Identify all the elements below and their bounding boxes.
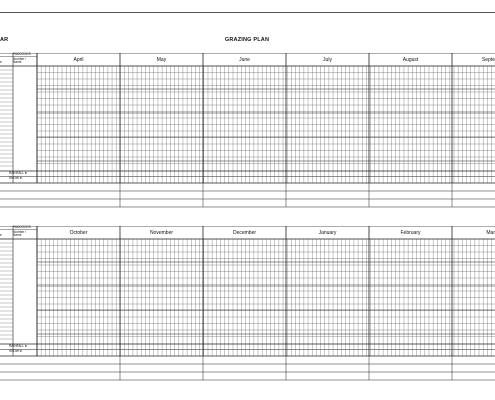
- snow-label: SNOW in: [9, 349, 23, 353]
- month-label: October: [69, 230, 88, 236]
- grazing-grid-bottom: [0, 226, 495, 388]
- grazing-grid-top: [0, 53, 495, 213]
- month-label: February: [400, 230, 421, 236]
- form-title: GRAZING PLAN: [224, 37, 270, 43]
- month-label: November: [149, 230, 174, 236]
- column-header-left: e: [0, 233, 2, 237]
- month-label: June: [239, 57, 250, 63]
- grid-lines: [0, 226, 495, 388]
- month-label: April: [73, 57, 84, 63]
- month-label: January: [318, 230, 337, 236]
- number-name-header: Number / Name: [13, 230, 27, 238]
- rainfall-label: RAINFALL in: [9, 171, 28, 175]
- form-title-left: AR: [0, 37, 9, 43]
- month-label: Mar: [486, 230, 495, 236]
- rainfall-label: RAINFALL in: [9, 344, 28, 348]
- grid-lines: [0, 53, 495, 213]
- column-header-left: e: [0, 60, 2, 64]
- snow-label: SNOW in: [9, 176, 23, 180]
- top-rule: [0, 12, 495, 13]
- month-label: December: [232, 230, 257, 236]
- paddocks-header: PADDOCKS: [13, 52, 31, 56]
- paddocks-header: PADDOCKS: [13, 225, 31, 229]
- month-label: August: [402, 57, 419, 63]
- month-label: Septe: [481, 57, 495, 63]
- number-name-header: Number / Name: [13, 57, 27, 65]
- month-label: May: [156, 57, 167, 63]
- month-label: July: [323, 57, 332, 63]
